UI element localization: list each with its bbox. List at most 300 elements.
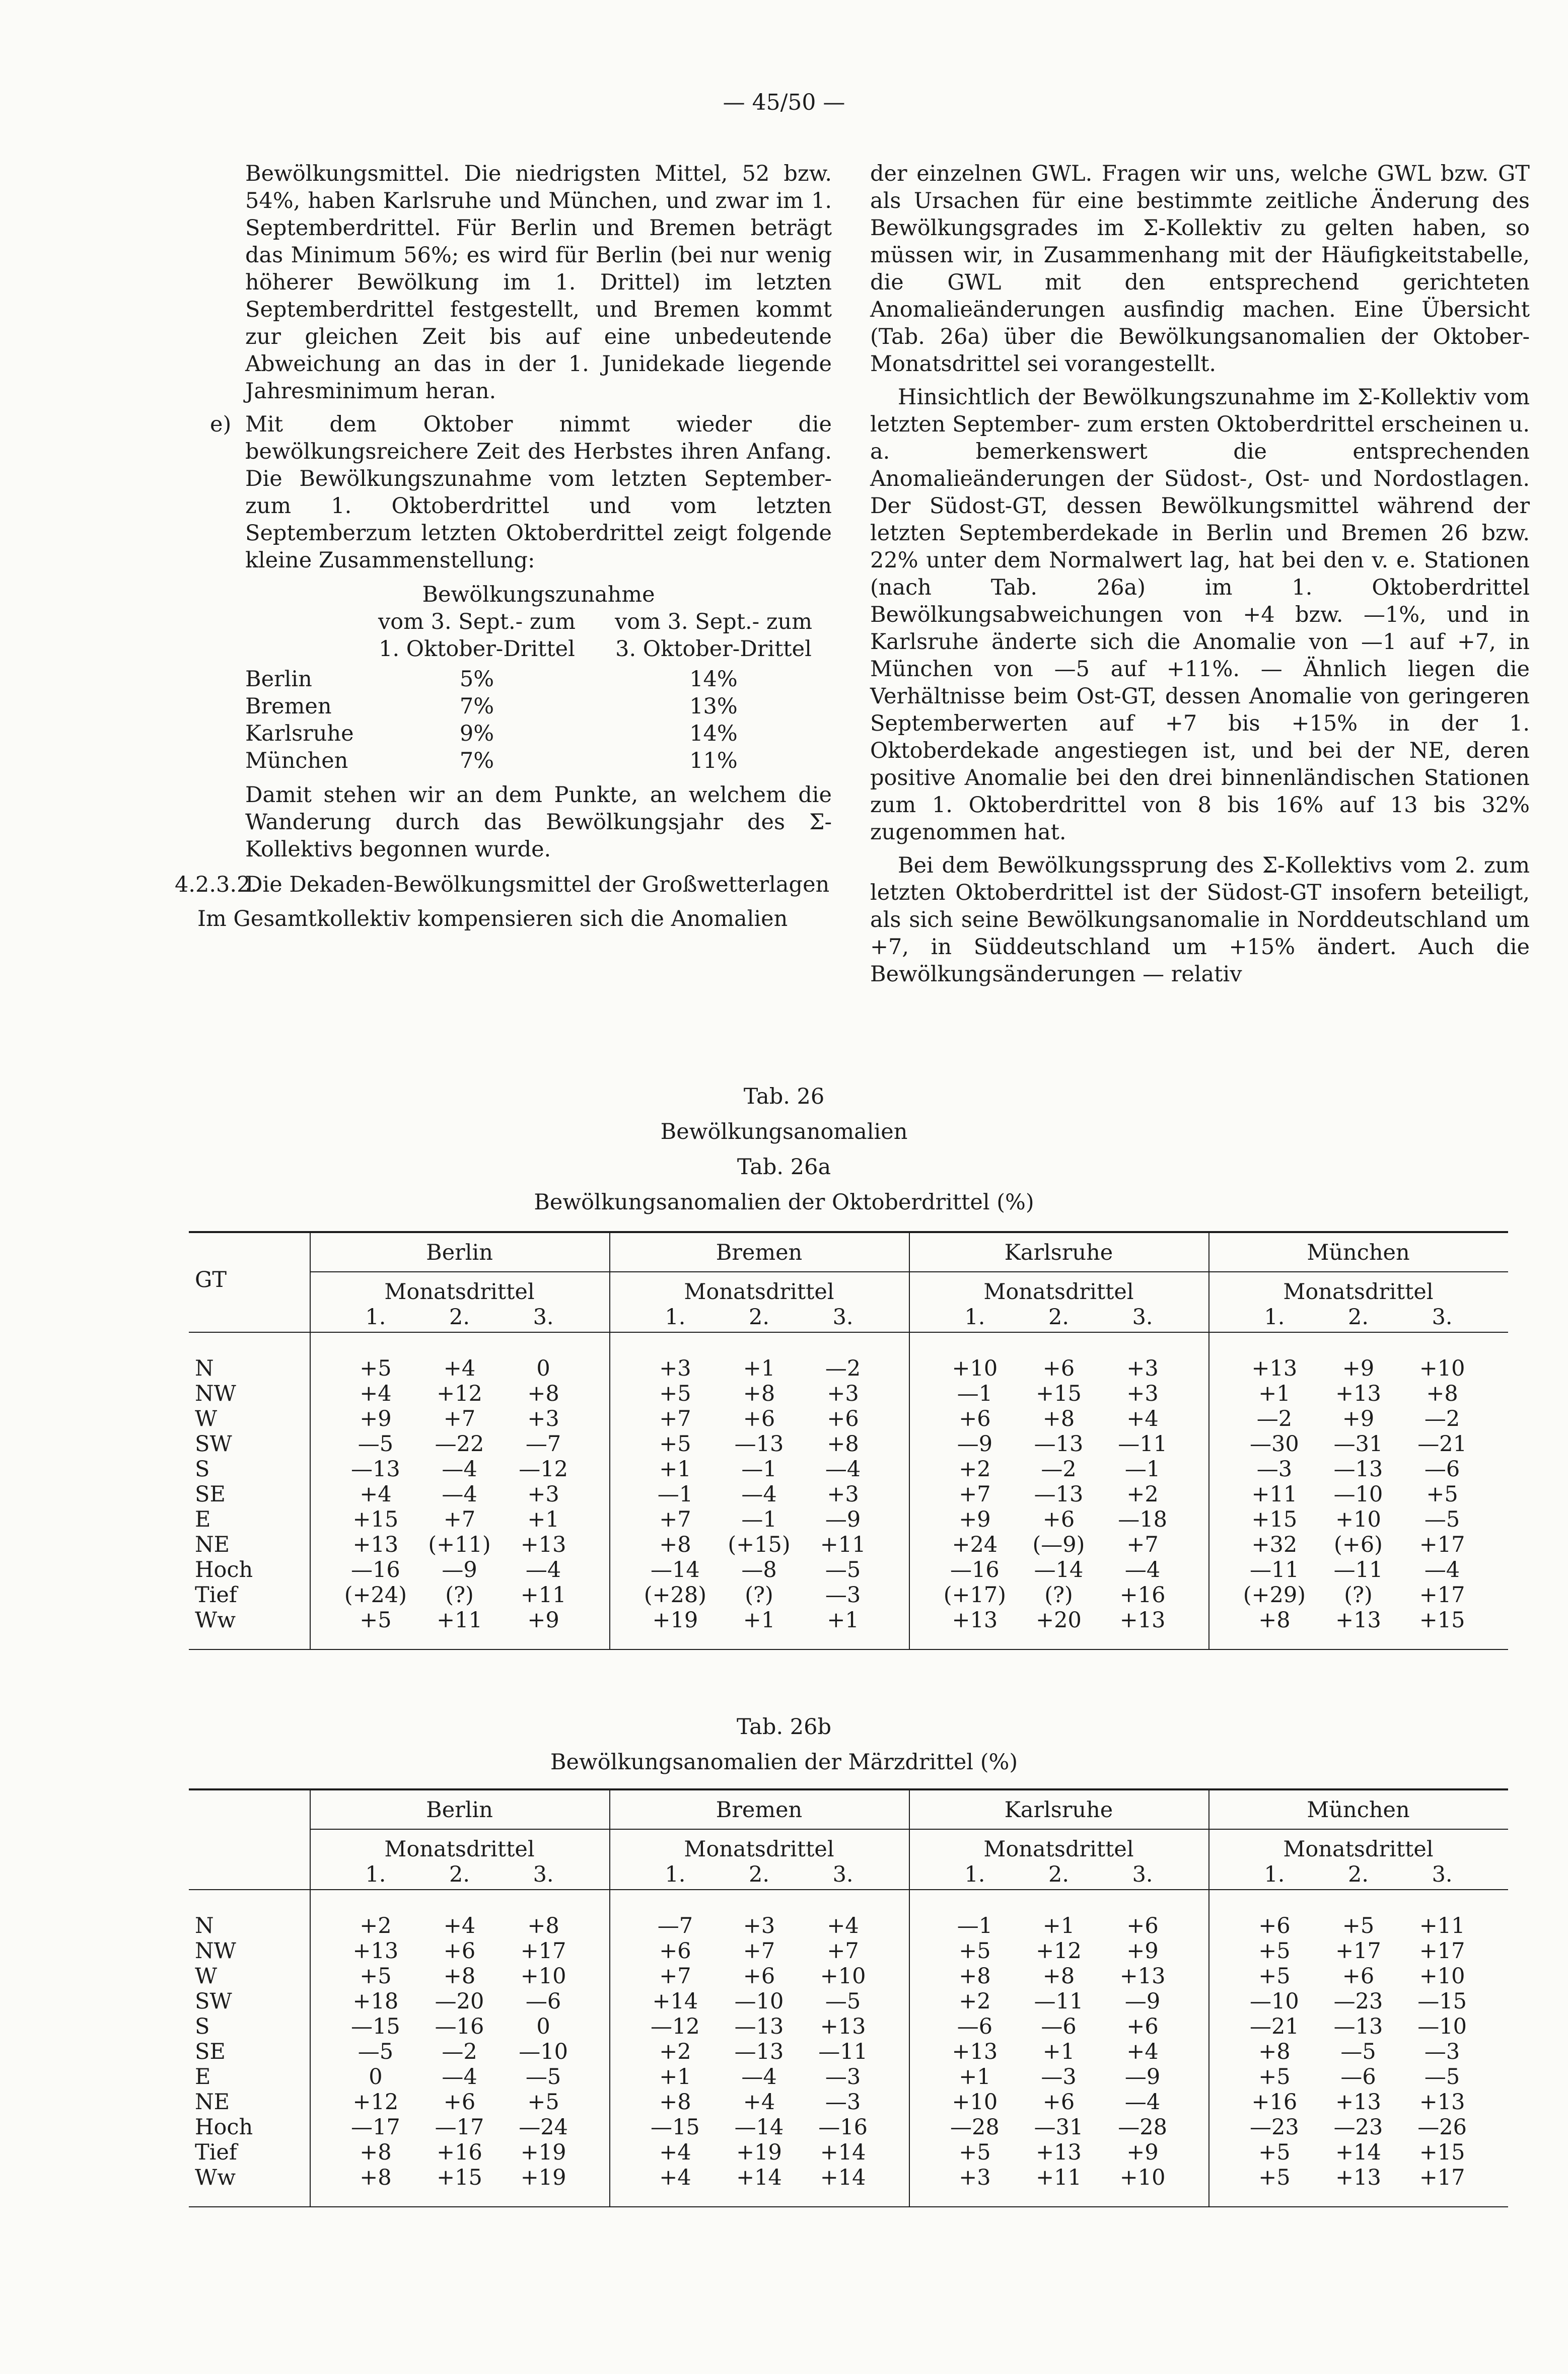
anomaly-value: —13 [734,2014,784,2039]
gt-label: NW [195,1381,236,1406]
anomaly-value: —9 [957,1431,993,1457]
drittel-header: 3. [1432,1305,1453,1330]
increase-value: 7% [459,748,494,773]
anomaly-value: —6 [525,1989,561,2014]
item-e [210,411,832,574]
anomaly-value: (?) [1344,1582,1373,1608]
anomaly-value: +3 [527,1482,559,1507]
section-heading [175,871,832,898]
anomaly-value: +14 [736,2165,782,2190]
anomaly-value: +32 [1251,1532,1298,1557]
column-divider [310,1231,311,1649]
drittel-header: 2. [449,1305,470,1330]
anomaly-value: +13 [1335,2090,1381,2115]
increase-value: 13% [689,694,738,719]
anomaly-value: —4 [442,1482,477,1507]
anomaly-value: +11 [1419,1913,1465,1938]
increase-value: 14% [689,721,738,746]
head-col-2: 3. Oktober-Drittel [615,636,812,662]
station-name: Karlsruhe [245,721,354,746]
head-col-2: vom 3. Sept.- zum [614,609,813,634]
anomaly-value: +8 [659,2090,691,2115]
anomaly-value: +13 [1251,1356,1298,1381]
anomaly-value: —24 [519,2115,568,2140]
anomaly-value: —14 [734,2115,784,2140]
drittel-header: 2. [1048,1305,1070,1330]
anomaly-value: +3 [527,1406,559,1431]
anomaly-value: +6 [1126,2014,1159,2039]
anomaly-value: +6 [959,1406,991,1431]
anomaly-value: —4 [442,1457,477,1482]
anomaly-value: +8 [443,1964,476,1989]
anomaly-value: —4 [1124,1557,1161,1582]
monatsdrittel-header: Monatsdrittel [684,1279,834,1305]
monatsdrittel-header: Monatsdrittel [384,1837,535,1862]
table-26b [189,1788,1508,2206]
anomaly-value: —13 [734,2039,784,2064]
station-header: Bremen [716,1240,803,1265]
anomaly-value: +6 [1042,2090,1075,2115]
increase-table-row [245,666,832,693]
page-number: — 45/50 — [723,90,845,115]
anomaly-value: +15 [437,2165,482,2190]
anomaly-value: —28 [950,2115,1000,2140]
anomaly-value: +6 [1042,1356,1075,1381]
anomaly-value: +11 [1251,1482,1298,1507]
drittel-header: 2. [449,1862,470,1887]
anomaly-value: +11 [820,1532,866,1557]
drittel-header: 2. [1347,1305,1369,1330]
anomaly-value: +5 [659,1431,691,1457]
monatsdrittel-header: Monatsdrittel [684,1837,834,1862]
anomaly-value: —3 [1256,1457,1293,1482]
anomaly-value: +5 [1258,1938,1291,1964]
head-blank [245,635,359,663]
anomaly-value: —2 [1041,1457,1077,1482]
station-header: Karlsruhe [1004,1797,1113,1823]
anomaly-value: —26 [1417,2115,1467,2140]
anomaly-value: —13 [1034,1431,1084,1457]
gt-header: GT [195,1267,227,1292]
anomaly-value: —4 [1124,2090,1161,2115]
drittel-header: 3. [1132,1305,1153,1330]
anomaly-value: (+11) [428,1532,491,1557]
anomaly-value: (?) [1044,1582,1073,1608]
anomaly-value: +13 [1419,2090,1465,2115]
anomaly-value: —21 [1417,1431,1467,1457]
station-name: Bremen [245,694,332,719]
anomaly-value: —15 [651,2115,700,2140]
anomaly-value: +3 [827,1381,859,1406]
anomaly-value: —10 [1417,2014,1467,2039]
anomaly-value: +9 [1126,1938,1159,1964]
gt-label: E [195,2064,211,2090]
anomaly-value: +2 [360,1913,392,1938]
anomaly-value: +3 [827,1482,859,1507]
head-blank [245,608,359,635]
anomaly-value: +6 [1258,1913,1291,1938]
drittel-header: 1. [665,1862,686,1887]
anomaly-value: +1 [659,1457,691,1482]
anomaly-value: +3 [1126,1381,1159,1406]
anomaly-value: —11 [818,2039,868,2064]
anomaly-value: —11 [1034,1989,1084,2014]
drittel-header: 2. [748,1862,770,1887]
anomaly-value: (+24) [344,1582,407,1608]
anomaly-value: (+6) [1334,1532,1383,1557]
anomaly-value: —2 [442,2039,477,2064]
increase-table-row [245,747,832,774]
anomaly-value: —1 [1124,1457,1161,1482]
table-bottom-rule [189,1649,1508,1650]
anomaly-value: +6 [443,1938,476,1964]
anomaly-value: +13 [1119,1608,1166,1633]
table-26-caption: Tab. 26 [743,1084,825,1109]
anomaly-value: —9 [1124,1989,1161,2014]
anomaly-value: +13 [1036,2140,1082,2165]
anomaly-value: +7 [443,1507,476,1532]
anomaly-value: +12 [352,2090,399,2115]
gt-label: NW [195,1938,236,1964]
anomaly-value: +4 [360,1381,392,1406]
drittel-header: 2. [1347,1862,1369,1887]
anomaly-value: +7 [743,1938,775,1964]
anomaly-value: +8 [360,2140,392,2165]
anomaly-value: +4 [1126,2039,1159,2064]
gt-label: SW [195,1989,232,2014]
anomaly-value: +10 [952,1356,998,1381]
gt-label: N [195,1913,214,1938]
anomaly-value: —15 [351,2014,400,2039]
head-col-1: vom 3. Sept.- zum [378,609,576,634]
anomaly-value: —12 [519,1457,568,1482]
anomaly-value: —16 [351,1557,400,1582]
anomaly-value: —3 [1041,2064,1077,2090]
anomaly-value: +5 [360,1356,392,1381]
anomaly-value: —9 [442,1557,477,1582]
anomaly-value: +13 [520,1532,566,1557]
section-number: 4.2.3.2. [175,872,258,897]
anomaly-value: +1 [1042,1913,1075,1938]
monatsdrittel-header: Monatsdrittel [1283,1837,1434,1862]
anomaly-value: (?) [445,1582,474,1608]
anomaly-value: +5 [360,1964,392,1989]
monatsdrittel-header: Monatsdrittel [983,1837,1134,1862]
anomaly-value: +6 [743,1964,775,1989]
anomaly-value: +13 [352,1938,399,1964]
table-26a-title: Bewölkungsanomalien der Oktoberdrittel (%) [534,1190,1034,1215]
anomaly-value: +8 [743,1381,775,1406]
anomaly-value: —1 [741,1507,777,1532]
anomaly-value: +9 [1126,2140,1159,2165]
anomaly-value: +7 [659,1406,691,1431]
anomaly-value: —8 [741,1557,777,1582]
right-paragraph-3: Bei dem Bewölkungssprung des Σ-Kollektivs vom 2. zum letzten Oktoberdrittel ist der Südost-GT insofern beteiligt, als sich seine Bewölkungsanomalie in Norddeutschland um +7, in Süddeutschland um +15% ändert. Auch die Bewölkungsänderungen — relativ [870,853,1530,987]
anomaly-value: +12 [437,1381,482,1406]
anomaly-value: +9 [360,1406,392,1431]
anomaly-value: +13 [1119,1964,1166,1989]
station-name: Berlin [245,667,312,692]
increase-table-title: Bewölkungszunahme [422,582,655,607]
anomaly-value: +5 [1258,1964,1291,1989]
anomaly-value: —10 [519,2039,568,2064]
anomaly-value: +13 [1335,1381,1381,1406]
increase-value: 7% [459,694,494,719]
anomaly-value: +7 [959,1482,991,1507]
anomaly-value: —5 [525,2064,561,2090]
anomaly-value: +13 [1335,2165,1381,2190]
anomaly-value: +15 [1419,1608,1465,1633]
anomaly-value: —3 [825,2090,861,2115]
table-26-title: Bewölkungsanomalien [660,1119,908,1144]
anomaly-value: —16 [435,2014,484,2039]
anomaly-value: +7 [827,1938,859,1964]
drittel-header: 2. [748,1305,770,1330]
station-header: Berlin [426,1797,493,1823]
anomaly-value: +4 [659,2165,691,2190]
anomaly-value: +1 [743,1356,775,1381]
anomaly-value: —11 [1333,1557,1383,1582]
anomaly-value: +3 [1126,1356,1159,1381]
anomaly-value: +9 [959,1507,991,1532]
anomaly-value: +4 [827,1913,859,1938]
anomaly-value: —4 [1424,1557,1460,1582]
drittel-header: 3. [533,1862,554,1887]
anomaly-value: +8 [1426,1381,1458,1406]
anomaly-value: —6 [1424,1457,1460,1482]
anomaly-value: +8 [827,1431,859,1457]
anomaly-value: +17 [1419,1582,1465,1608]
gt-label: SE [195,2039,226,2064]
anomaly-value: +11 [520,1582,566,1608]
anomaly-value: +24 [952,1532,998,1557]
anomaly-value: +16 [1251,2090,1298,2115]
anomaly-value: —23 [1250,2115,1299,2140]
anomaly-value: +9 [1342,1356,1375,1381]
anomaly-value: —10 [1333,1482,1383,1507]
anomaly-value: —6 [1340,2064,1376,2090]
anomaly-value: —1 [657,1482,693,1507]
column-divider [1208,1788,1209,2206]
drittel-header: 1. [1264,1862,1285,1887]
anomaly-value: —5 [1424,2064,1460,2090]
anomaly-value: —16 [818,2115,868,2140]
anomaly-value: —13 [1333,1457,1383,1482]
anomaly-value: +10 [820,1964,866,1989]
anomaly-value: +17 [1419,1938,1465,1964]
anomaly-value: —13 [351,1457,400,1482]
gt-label: Ww [195,1608,236,1633]
anomaly-value: +6 [827,1406,859,1431]
drittel-header: 1. [665,1305,686,1330]
increase-value: 14% [689,667,738,692]
anomaly-value: +20 [1036,1608,1082,1633]
anomaly-value: +1 [1042,2039,1075,2064]
column-divider [909,1231,910,1649]
column-divider [310,1788,311,2206]
anomaly-value: +13 [952,1608,998,1633]
table-26b-caption: Tab. 26b [736,1714,832,1740]
station-header: Bremen [716,1797,803,1823]
anomaly-value: —15 [1417,1989,1467,2014]
anomaly-value: +2 [659,2039,691,2064]
anomaly-value: +5 [959,1938,991,1964]
anomaly-value: +8 [527,1913,559,1938]
anomaly-value: —4 [525,1557,561,1582]
anomaly-value: —23 [1333,1989,1383,2014]
anomaly-value: +1 [527,1507,559,1532]
anomaly-value: (+29) [1243,1582,1306,1608]
anomaly-value: +6 [1342,1964,1375,1989]
anomaly-value: +13 [820,2014,866,2039]
anomaly-value: +14 [652,1989,698,2014]
anomaly-value: +12 [1036,1938,1082,1964]
anomaly-value: +4 [743,2090,775,2115]
anomaly-value: 0 [536,1356,550,1381]
anomaly-value: —13 [1333,2014,1383,2039]
table-26b-title: Bewölkungsanomalien der Märzdrittel (%) [550,1750,1018,1775]
anomaly-value: +10 [1419,1964,1465,1989]
anomaly-value: —31 [1034,2115,1084,2140]
drittel-header: 1. [964,1862,985,1887]
anomaly-value: +14 [1335,2140,1381,2165]
anomaly-value: 0 [536,2014,550,2039]
anomaly-value: —5 [825,1557,861,1582]
anomaly-value: —6 [957,2014,993,2039]
anomaly-value: +8 [659,1532,691,1557]
left-paragraph-2: Damit stehen wir an dem Punkte, an welchem die Wanderung durch das Bewölkungsjahr des Σ-Kollektivs begonnen wurde. [245,782,832,862]
drittel-header: 1. [1264,1305,1285,1330]
anomaly-value: +8 [1258,2039,1291,2064]
anomaly-value: +17 [1419,2165,1465,2190]
gt-label: E [195,1507,211,1532]
anomaly-value: —16 [950,1557,1000,1582]
anomaly-value: —3 [825,1582,861,1608]
anomaly-value: +10 [520,1964,566,1989]
anomaly-value: +5 [360,1608,392,1633]
increase-value: 11% [689,748,738,773]
anomaly-value: +5 [1258,2140,1291,2165]
station-header: Karlsruhe [1004,1240,1113,1265]
anomaly-value: +7 [659,1964,691,1989]
anomaly-value: —9 [1124,2064,1161,2090]
anomaly-value: +8 [360,2165,392,2190]
anomaly-value: +7 [443,1406,476,1431]
left-column [175,160,832,932]
anomaly-value: —5 [358,1431,394,1457]
anomaly-value: +2 [1126,1482,1159,1507]
anomaly-value: +6 [443,2090,476,2115]
anomaly-value: —2 [825,1356,861,1381]
gt-label: Hoch [195,1557,253,1582]
anomaly-value: (+17) [943,1582,1007,1608]
header-rule [189,1332,1508,1333]
gt-label: Ww [195,2165,236,2190]
anomaly-value: —5 [1340,2039,1376,2064]
anomaly-value: —14 [651,1557,700,1582]
anomaly-value: —17 [351,2115,400,2140]
anomaly-value: —17 [435,2115,484,2140]
gt-label: Hoch [195,2115,253,2140]
anomaly-value: +4 [443,1356,476,1381]
anomaly-value: +4 [659,2140,691,2165]
right-column [870,160,1530,988]
anomaly-value: +18 [352,1989,399,2014]
table-top-rule [189,1788,1508,1790]
anomaly-value: —3 [1424,2039,1460,2064]
anomaly-value: +1 [827,1608,859,1633]
drittel-header: 1. [365,1862,386,1887]
gt-label: SW [195,1431,232,1457]
drittel-header: 1. [365,1305,386,1330]
left-paragraph-3: Im Gesamtkollektiv kompensieren sich die Anomalien [197,906,788,931]
anomaly-value: +10 [1119,2165,1166,2190]
anomaly-value: —12 [651,2014,700,2039]
increase-table-head-2 [245,635,832,663]
anomaly-value: +6 [1126,1913,1159,1938]
anomaly-value: +9 [1342,1406,1375,1431]
anomaly-value: (—9) [1032,1532,1085,1557]
anomaly-value: +8 [1258,1608,1291,1633]
anomaly-value: +4 [443,1913,476,1938]
table-bottom-rule [189,2206,1508,2207]
left-paragraph-1: Bewölkungsmittel. Die niedrigsten Mittel, 52 bzw. 54%, haben Karlsruhe und München, und zwar im 1. Septemberdrittel. Für Berlin und Bremen beträgt das Minimum 56%; es wird für Berlin (bei nur wenig höherer Bewölkung im 1. Drittel) im letzten Septemberdrittel festgestellt, und Bremen kommt zur gleichen Zeit bis auf eine unbedeutende Abweichung an das in der 1. Junidekade liegende Jahresminimum heran. [245,161,832,404]
anomaly-value: +5 [1342,1913,1375,1938]
anomaly-value: —10 [734,1989,784,2014]
anomaly-value: +5 [527,2090,559,2115]
anomaly-value: —2 [1256,1406,1293,1431]
anomaly-value: +5 [1258,2165,1291,2190]
drittel-header: 2. [1048,1862,1070,1887]
table-26a-caption: Tab. 26a [737,1155,831,1180]
anomaly-value: —11 [1250,1557,1299,1582]
anomaly-value: +19 [520,2140,566,2165]
increase-table-head-1 [245,608,832,635]
anomaly-value: +6 [743,1406,775,1431]
anomaly-value: +13 [352,1532,399,1557]
gt-label: Tief [195,1582,237,1608]
increase-value: 9% [459,721,494,746]
anomaly-value: —1 [957,1381,993,1406]
anomaly-value: —11 [1118,1431,1167,1457]
anomaly-value: —5 [1424,1507,1460,1532]
right-paragraph-1: der einzelnen GWL. Fragen wir uns, welche GWL bzw. GT als Ursachen für eine bestimmte zeitliche Änderung des Bewölkungsgrades im Σ-Kollektiv zu gelten haben, so müssen wir, in Zusammenhang mit der Häufigkeitstabelle, die GWL mit den entsprechend gerichteten Anomalieänderungen ausfindig machen. Eine Übersicht (Tab. 26a) über die Bewölkungsanomalien der Oktober-Monatsdrittel sei vorangestellt. [870,161,1530,377]
monatsdrittel-header: Monatsdrittel [1283,1279,1434,1305]
anomaly-value: (+28) [644,1582,707,1608]
anomaly-value: —23 [1333,2115,1383,2140]
anomaly-value: —1 [957,1913,993,1938]
anomaly-value: —13 [1034,1482,1084,1507]
anomaly-value: +5 [1426,1482,1458,1507]
drittel-header: 3. [832,1305,853,1330]
gt-label: NE [195,2090,230,2115]
anomaly-value: —13 [734,1431,784,1457]
anomaly-value: +15 [1419,2140,1465,2165]
anomaly-value: —1 [741,1457,777,1482]
head-col-1: 1. Oktober-Drittel [379,636,575,662]
monatsdrittel-header: Monatsdrittel [384,1279,535,1305]
anomaly-value: —21 [1250,2014,1299,2039]
anomaly-value: +11 [437,1608,482,1633]
anomaly-value: +8 [1042,1964,1075,1989]
anomaly-value: +17 [520,1938,566,1964]
right-paragraph-2: Hinsichtlich der Bewölkungszunahme im Σ-Kollektiv vom letzten September- zum ersten Oktoberdrittel erscheinen u. a. bemerkenswert die entsprechenden Anomalieänderungen der Südost-, Ost- und Nordostlagen. Der Südost-GT, dessen Bewölkungsmittel während der letzten Septemberdekade in Berlin und Bremen 26 bzw. 22% unter dem Normalwert lag, hat bei den v. e. Stationen (nach Tab. 26a) im 1. Oktoberdrittel Bewölkungsabweichungen von +4 bzw. —1%, und in Karlsruhe änderte sich die Anomalie von —1 auf +7, in München von —5 auf +11%. — Ähnlich liegen die Verhältnisse beim Ost-GT, dessen Anomalie von geringeren Septemberwerten auf +7 bis +15% in der 1. Oktoberdekade angestiegen ist, und bei der NE, deren positive Anomalie bei den drei binnenländischen Stationen zum 1. Oktoberdrittel von 8 bis 16% auf 13 bis 32% zugenommen hat. [870,385,1530,845]
anomaly-value: +15 [1251,1507,1298,1532]
column-divider [609,1788,610,2206]
anomaly-value: +15 [352,1507,399,1532]
header-rule [189,1889,1508,1890]
station-header: München [1307,1797,1410,1823]
